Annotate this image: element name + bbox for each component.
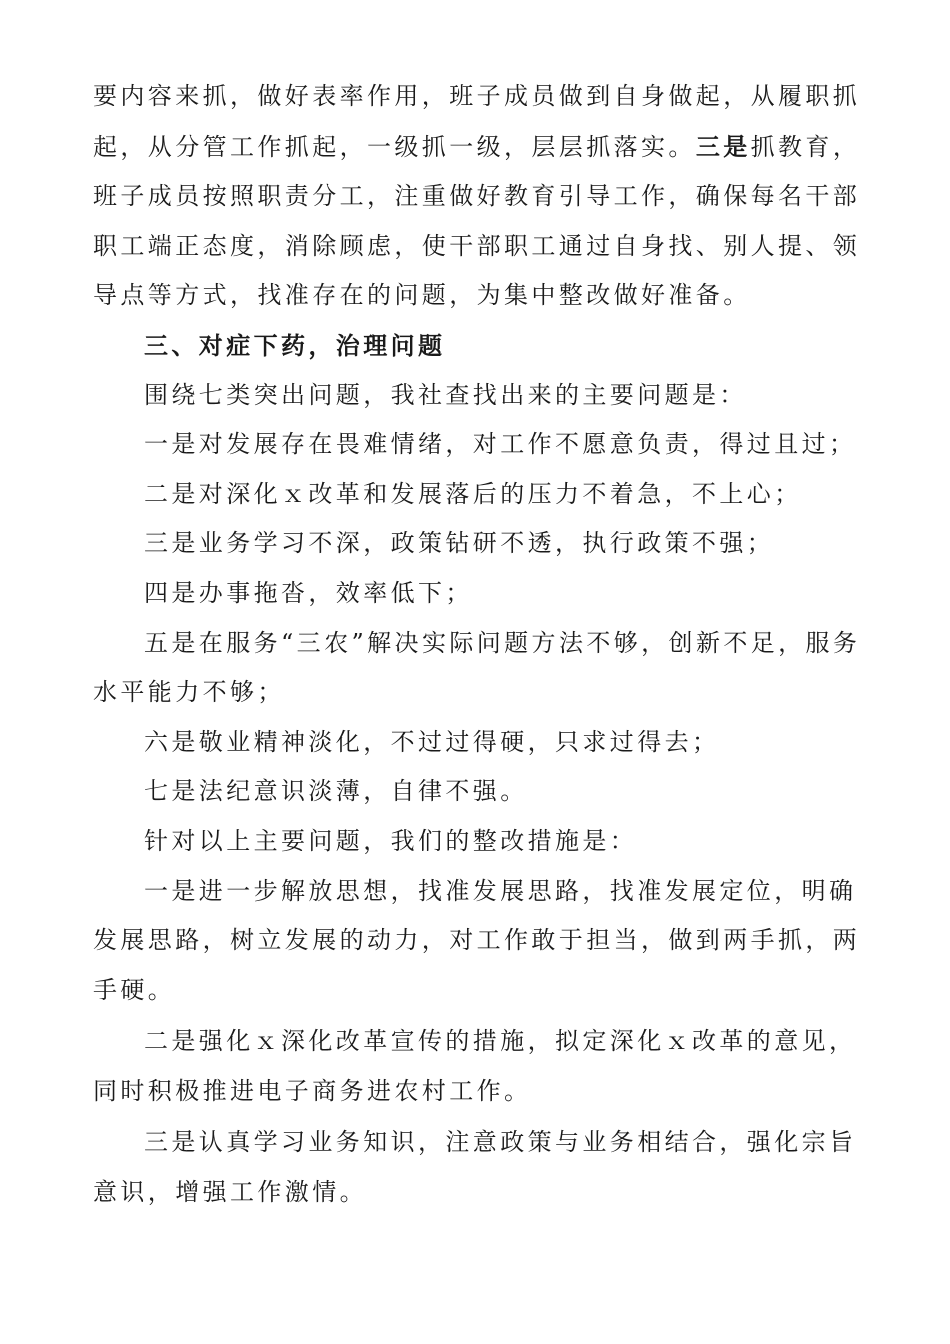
measure-item-2: 二是强化ｘ深化改革宣传的措施，拟定深化ｘ改革的意见，同时积极推进电子商务进农村工作。	[93, 1027, 857, 1105]
problem-item-3: 三是业务学习不深，政策钻研不透，执行政策不强；	[144, 529, 775, 558]
problem-item-1: 一是对发展存在畏难情绪，对工作不愿意负责，得过且过；	[144, 430, 857, 459]
problem-item-7: 七是法纪意识淡薄，自律不强。	[144, 777, 528, 806]
problem-item-4: 四是办事拖沓，效率低下；	[144, 578, 473, 607]
measure-item-3: 三是认真学习业务知识，注意政策与业务相结合，强化宗旨意识，增强工作激情。	[93, 1128, 857, 1207]
problems-intro: 围绕七类突出问题，我社查找出来的主要问题是：	[144, 380, 747, 409]
measures-intro: 针对以上主要问题，我们的整改措施是：	[144, 826, 638, 855]
problem-item-5: 五是在服务“三农”解决实际问题方法不够，创新不足，服务水平能力不够；	[93, 628, 861, 707]
continued-paragraph	[93, 72, 870, 321]
continued-text-b: 抓教育，班子成员按照职责分工，注重做好教育引导工作，确保每名干部职工端正态度，消除顾虑，使干部职工通过自身找、别人提、领导点等方式，找准存在的问题，为集中整改做好准备。	[93, 132, 861, 310]
problem-item-2: 二是对深化ｘ改革和发展落后的压力不着急，不上心；	[144, 479, 802, 508]
continued-text-a: 要内容来抓，做好表率作用，班子成员做到自身做起，从履职抓起，从分管工作抓起，一级抓一级，层层抓落实。	[93, 82, 861, 161]
measure-item-1: 一是进一步解放思想，找准发展思路，找准发展定位，明确发展思路，树立发展的动力，对工作敢于担当，做到两手抓，两手硬。	[93, 876, 861, 1004]
continued-text-bold: 三是	[695, 131, 751, 161]
section-heading: 三、对症下药，治理问题	[144, 330, 446, 360]
problem-item-6: 六是敬业精神淡化，不过过得硬，只求过得去；	[144, 727, 720, 756]
